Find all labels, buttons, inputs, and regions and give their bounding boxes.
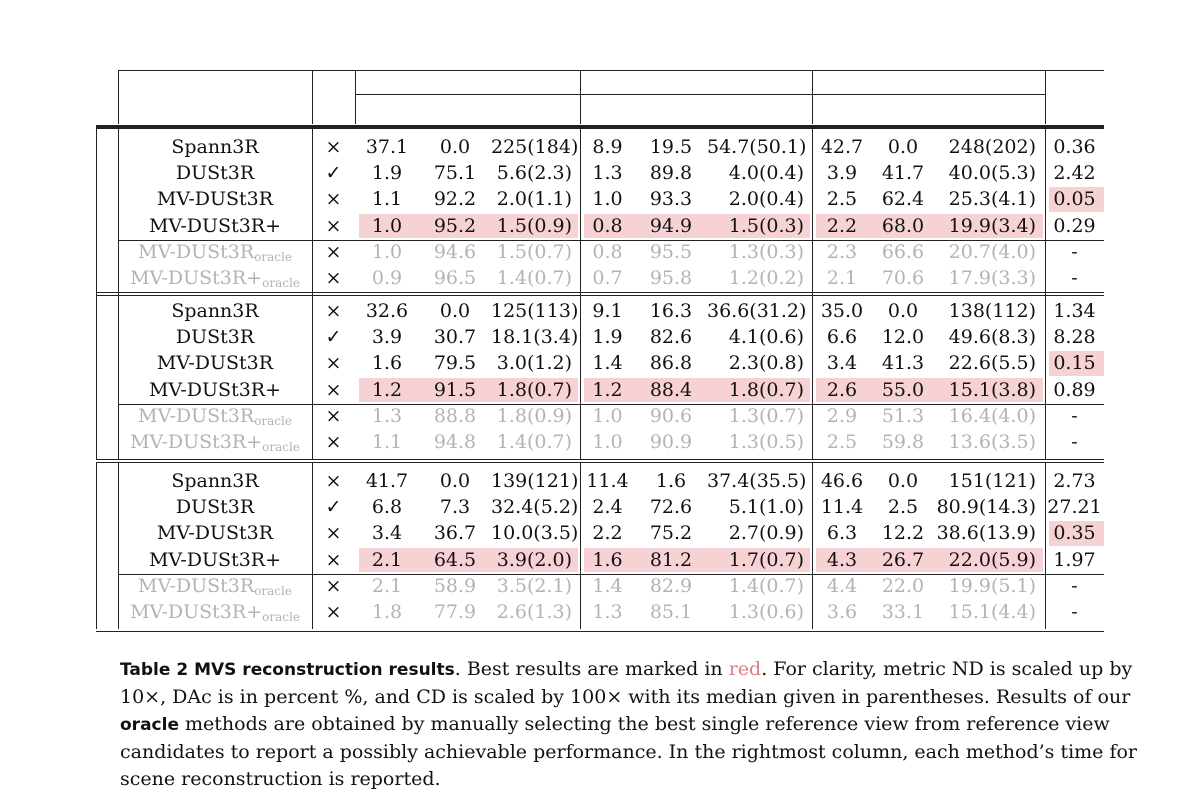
group-bottom-rule [96, 631, 1104, 632]
metric-value: 3.6 [826, 601, 858, 623]
group-vline-method [118, 462, 119, 629]
metric-value: 1.3(0.7) [728, 404, 804, 427]
method-name [118, 162, 312, 184]
group-vline-go [312, 292, 313, 459]
metric-value: 11.4 [820, 496, 864, 519]
metric-value: 36.6(31.2) [707, 300, 807, 322]
metric-value: 85.1 [649, 601, 693, 623]
time-value: 0.29 [1053, 214, 1096, 237]
group-vline-sn [580, 292, 581, 459]
caption-title: Table 2 MVS reconstruction results [120, 660, 455, 680]
metric-value: 75.2 [649, 522, 693, 545]
metric-value: 1.5(0.9) [496, 214, 572, 237]
metric-value: 248(202) [948, 136, 1036, 158]
metric-value: 2.1 [371, 574, 403, 597]
metric-value: 1.5(0.3) [728, 214, 804, 237]
method-name [118, 575, 312, 602]
method-name [118, 215, 312, 237]
metric-value: 95.5 [649, 240, 693, 263]
metric-value: 70.6 [881, 267, 925, 289]
oracle-separator [118, 574, 1104, 575]
method-name [118, 601, 312, 628]
go-mark: × [325, 404, 342, 427]
metric-value: 1.0 [592, 431, 623, 453]
metric-value: 0.0 [439, 136, 471, 158]
group-vline-mp [812, 128, 813, 295]
metric-value: 4.4 [826, 574, 858, 597]
metric-value: 1.1 [371, 188, 403, 211]
method-subscript: oracle [254, 583, 292, 598]
metric-value: 41.7 [365, 470, 409, 492]
metric-value: 91.5 [433, 378, 477, 401]
metric-value: 5.6(2.3) [496, 162, 572, 185]
metric-value: 1.7(0.7) [728, 548, 804, 571]
metric-value: 2.5 [887, 496, 919, 519]
header-vline-mp [812, 70, 813, 124]
metric-value: 89.8 [649, 162, 693, 185]
method-name-text: MV-DUSt3R [138, 240, 255, 263]
method-name [118, 379, 312, 401]
metric-value: 1.4 [592, 574, 623, 597]
metric-value: 5.1(1.0) [728, 496, 804, 519]
method-name [118, 241, 312, 268]
go-mark: × [325, 378, 342, 401]
group-vline-go [312, 128, 313, 295]
group-bottom-rule [96, 295, 1104, 296]
metric-value: 1.6 [655, 470, 687, 492]
group-vline-left [96, 128, 97, 295]
group-vline-time [1045, 462, 1046, 629]
go-mark: × [325, 267, 342, 289]
metric-value: 0.0 [887, 470, 919, 492]
metric-value: 0.8 [592, 240, 623, 263]
method-name-text: DUSt3R [175, 496, 255, 519]
caption-text-2: . For clarity, metric ND is scaled up by 10×, DAc is in percent %, and CD is scaled by 100× with its median given in parentheses. Results of our [120, 658, 1133, 708]
metric-value: 49.6(8.3) [948, 326, 1036, 349]
metric-value: 1.3 [592, 601, 623, 623]
metric-value: 42.7 [820, 136, 864, 158]
metric-value: 139(121) [491, 470, 579, 492]
metric-value: 32.6 [365, 300, 409, 322]
metric-value: 1.0 [592, 404, 623, 427]
group-vline-method [118, 292, 119, 459]
method-name [118, 326, 312, 348]
metric-value: 88.4 [649, 378, 693, 401]
time-value: - [1071, 601, 1078, 623]
method-name [118, 300, 312, 322]
method-name-text: DUSt3R [175, 326, 255, 349]
method-name-text: Spann3R [171, 470, 259, 492]
metric-value: 2.5 [826, 188, 858, 211]
time-value: 2.73 [1053, 470, 1096, 492]
method-subscript: oracle [262, 610, 300, 624]
time-value: 0.89 [1053, 378, 1096, 401]
method-name [118, 352, 312, 374]
group-top-rule-24 [96, 462, 1104, 463]
metric-value: 1.8(0.7) [496, 378, 572, 401]
metric-value: 2.1 [826, 267, 858, 289]
metric-value: 2.0(1.1) [496, 188, 572, 211]
oracle-separator [118, 404, 1104, 405]
method-name-text: DUSt3R [175, 162, 255, 185]
go-mark: × [325, 470, 342, 492]
metric-value: 6.3 [826, 522, 858, 545]
time-value: 0.36 [1053, 136, 1096, 158]
metric-value: 46.6 [820, 470, 864, 492]
metric-value: 22.0 [881, 574, 925, 597]
metric-value: 1.3 [592, 162, 623, 185]
metric-value: 66.6 [881, 240, 925, 263]
metric-value: 3.4 [826, 352, 858, 375]
metric-value: 94.8 [433, 431, 477, 453]
go-mark: × [325, 601, 342, 623]
metric-value: 151(121) [948, 470, 1036, 492]
time-value: - [1071, 574, 1078, 597]
go-mark: ✓ [325, 326, 342, 349]
metric-value: 41.3 [881, 352, 925, 375]
go-mark: × [325, 188, 342, 211]
metric-value: 1.4 [592, 352, 623, 375]
metric-value: 11.4 [586, 470, 629, 492]
caption-text-3: methods are obtained by manually selecting the best single reference view from reference view candidates to report a possibly achievable performance. In the rightmost column, each method’s time for scene reconstruction is reported. [120, 713, 1138, 790]
method-name-text: MV-DUSt3R [156, 352, 274, 375]
metric-value: 94.9 [649, 214, 693, 237]
metric-value: 37.4(35.5) [707, 470, 807, 492]
group-top-rule-12 [96, 292, 1104, 293]
metric-value: 1.3(0.3) [728, 240, 804, 263]
metric-value: 30.7 [433, 326, 477, 349]
method-name-text: MV-DUSt3R [156, 522, 274, 545]
metric-value: 1.5(0.7) [496, 240, 572, 263]
table-top-rule [118, 70, 1104, 71]
metric-value: 95.8 [649, 267, 693, 289]
metric-value: 12.0 [881, 326, 925, 349]
method-name-text: MV-DUSt3R [138, 574, 255, 597]
metric-value: 7.3 [439, 496, 471, 519]
metric-value: 35.0 [820, 300, 864, 322]
method-name-text: MV-DUSt3R+ [130, 431, 263, 453]
time-value: - [1071, 267, 1078, 289]
metric-value: 40.0(5.3) [948, 162, 1036, 185]
metric-value: 0.0 [439, 300, 471, 322]
method-name-text: MV-DUSt3R+ [148, 378, 282, 401]
metric-value: 1.8(0.7) [728, 378, 804, 401]
metric-value: 9.1 [592, 300, 623, 322]
metric-value: 3.9 [826, 162, 858, 185]
metric-value: 96.5 [433, 267, 477, 289]
metric-value: 2.5 [826, 431, 858, 453]
metric-value: 17.9(3.3) [948, 267, 1036, 289]
metric-value: 54.7(50.1) [707, 136, 807, 158]
metric-value: 4.3 [826, 548, 858, 571]
metric-value: 55.0 [881, 378, 925, 401]
go-mark: × [325, 548, 342, 571]
metric-value: 0.9 [371, 267, 403, 289]
method-subscript: oracle [254, 413, 292, 428]
time-value: 1.34 [1053, 300, 1096, 322]
go-mark: ✓ [325, 496, 342, 519]
metric-value: 10.0(3.5) [491, 522, 579, 545]
group-vline-mp [812, 292, 813, 459]
metric-value: 2.7(0.9) [728, 522, 804, 545]
metric-value: 0.0 [439, 470, 471, 492]
metric-value: 81.2 [649, 548, 693, 571]
method-name-text: Spann3R [171, 300, 259, 322]
metric-value: 19.5 [649, 136, 693, 158]
metric-value: 4.0(0.4) [728, 162, 804, 185]
metric-value: 1.1 [371, 431, 403, 453]
metric-value: 77.9 [433, 601, 477, 623]
metric-value: 1.0 [371, 240, 403, 263]
header-thick-rule [96, 125, 1104, 129]
metric-value: 3.4 [371, 522, 403, 545]
metric-value: 68.0 [881, 214, 925, 237]
method-name [118, 267, 312, 294]
method-name [118, 431, 312, 458]
time-value: 0.05 [1053, 188, 1096, 211]
metric-value: 1.2(0.2) [728, 267, 804, 289]
metric-value: 90.9 [649, 431, 693, 453]
group-bottom-rule [96, 459, 1104, 460]
metric-value: 79.5 [433, 352, 477, 375]
metric-value: 3.9(2.0) [496, 548, 572, 571]
method-subscript: oracle [262, 440, 300, 454]
metric-value: 33.1 [881, 601, 925, 623]
metric-value: 32.4(5.2) [491, 496, 579, 519]
metric-value: 72.6 [649, 496, 693, 519]
metric-value: 1.4(0.7) [496, 431, 572, 453]
metric-value: 90.6 [649, 404, 693, 427]
metric-value: 93.3 [649, 188, 693, 211]
method-name [118, 136, 312, 158]
header-vline-sn [580, 70, 581, 124]
metric-value: 1.0 [592, 188, 623, 211]
metric-value: 13.6(3.5) [948, 431, 1036, 453]
metric-value: 2.3 [826, 240, 858, 263]
metric-value: 38.6(13.9) [936, 522, 1036, 545]
metric-value: 2.4 [592, 496, 623, 519]
group-vline-method [118, 128, 119, 295]
method-name [118, 188, 312, 210]
method-name-text: Spann3R [171, 136, 259, 158]
go-mark: × [325, 300, 342, 322]
header-vline-method [118, 70, 119, 124]
metric-value: 12.2 [881, 522, 925, 545]
time-value: - [1071, 431, 1078, 453]
metric-value: 3.5(2.1) [496, 574, 572, 597]
metric-value: 2.0(0.4) [728, 188, 804, 211]
method-name [118, 470, 312, 492]
metric-value: 26.7 [881, 548, 925, 571]
metric-value: 59.8 [881, 431, 925, 453]
metric-value: 82.9 [649, 574, 693, 597]
metric-value: 64.5 [433, 548, 477, 571]
metric-value: 3.9 [371, 326, 403, 349]
metric-value: 1.9 [371, 162, 403, 185]
metric-value: 1.9 [592, 326, 623, 349]
caption-bold-word: oracle [120, 715, 179, 735]
go-mark: × [325, 574, 342, 597]
metric-value: 3.0(1.2) [496, 352, 572, 375]
metric-value: 0.7 [592, 267, 623, 289]
metric-value: 37.1 [365, 136, 409, 158]
method-name-text: MV-DUSt3R [156, 188, 274, 211]
group-vline-time [1045, 292, 1046, 459]
metric-value: 6.8 [371, 496, 403, 519]
metric-value: 1.8(0.9) [496, 404, 572, 427]
metric-value: 25.3(4.1) [948, 188, 1036, 211]
time-value: 2.42 [1053, 162, 1096, 185]
method-subscript: oracle [254, 249, 292, 264]
metric-value: 41.7 [881, 162, 925, 185]
metric-value: 19.9(5.1) [948, 574, 1036, 597]
metric-value: 225(184) [491, 136, 579, 158]
go-mark: × [325, 352, 342, 375]
method-name-text: MV-DUSt3R+ [148, 548, 282, 571]
time-value: - [1071, 240, 1078, 263]
group-vline-left [96, 462, 97, 629]
metric-value: 2.3(0.8) [728, 352, 804, 375]
header-vline-time [1045, 70, 1046, 124]
header-vline-hm [355, 70, 356, 124]
metric-value: 2.6 [826, 378, 858, 401]
metric-value: 18.1(3.4) [491, 326, 579, 349]
oracle-separator [118, 240, 1104, 241]
go-mark: × [325, 240, 342, 263]
metric-value: 94.6 [433, 240, 477, 263]
metric-value: 22.6(5.5) [948, 352, 1036, 375]
metric-value: 2.2 [592, 522, 623, 545]
metric-value: 0.8 [592, 214, 623, 237]
metric-value: 86.8 [649, 352, 693, 375]
metric-value: 2.1 [371, 548, 403, 571]
metric-value: 58.9 [433, 574, 477, 597]
time-value: 27.21 [1047, 496, 1102, 519]
metric-value: 15.1(4.4) [948, 601, 1036, 623]
go-mark: × [325, 214, 342, 237]
metric-value: 0.0 [887, 300, 919, 322]
time-value: - [1071, 404, 1078, 427]
metric-value: 1.4(0.7) [496, 267, 572, 289]
metric-value: 20.7(4.0) [948, 240, 1036, 263]
metric-value: 1.0 [371, 214, 403, 237]
time-value: 0.15 [1053, 352, 1096, 375]
go-mark: × [325, 431, 342, 453]
group-vline-mp [812, 462, 813, 629]
method-name-text: MV-DUSt3R+ [148, 214, 282, 237]
metric-value: 82.6 [649, 326, 693, 349]
go-mark: ✓ [325, 162, 342, 185]
metric-value: 80.9(14.3) [936, 496, 1036, 519]
group-vline-time [1045, 128, 1046, 295]
metric-value: 1.3(0.6) [728, 601, 804, 623]
metric-value: 1.6 [371, 352, 403, 375]
metric-value: 15.1(3.8) [948, 378, 1036, 401]
dataset-underline [355, 94, 1045, 95]
metric-value: 92.2 [433, 188, 477, 211]
group-vline-left [96, 292, 97, 459]
method-subscript: oracle [262, 276, 300, 290]
metric-value: 19.9(3.4) [948, 214, 1036, 237]
metric-value: 0.0 [887, 136, 919, 158]
metric-value: 16.4(4.0) [948, 404, 1036, 427]
metric-value: 2.9 [826, 404, 858, 427]
metric-value: 95.2 [433, 214, 477, 237]
metric-value: 1.2 [371, 378, 403, 401]
metric-value: 1.3(0.5) [728, 431, 804, 453]
metric-value: 88.8 [433, 404, 477, 427]
time-value: 1.97 [1053, 548, 1096, 571]
metric-value: 1.6 [592, 548, 623, 571]
caption-text-1: . Best results are marked in [454, 658, 729, 680]
metric-value: 2.6(1.3) [496, 601, 572, 623]
metric-value: 6.6 [826, 326, 858, 349]
method-name [118, 496, 312, 518]
go-mark: × [325, 522, 342, 545]
metric-value: 2.2 [826, 214, 858, 237]
metric-value: 4.1(0.6) [728, 326, 804, 349]
header-vline-go [312, 70, 313, 124]
caption-red-word: red [728, 658, 762, 680]
metric-value: 138(112) [948, 300, 1036, 322]
method-name-text: MV-DUSt3R [138, 404, 255, 427]
time-value: 8.28 [1053, 326, 1096, 349]
group-vline-sn [580, 462, 581, 629]
group-vline-sn [580, 128, 581, 295]
metric-value: 1.2 [592, 378, 623, 401]
metric-value: 75.1 [433, 162, 477, 185]
metric-value: 51.3 [881, 404, 925, 427]
metric-value: 62.4 [881, 188, 925, 211]
method-name [118, 405, 312, 432]
metric-value: 16.3 [649, 300, 693, 322]
metric-value: 8.9 [592, 136, 623, 158]
table-caption [120, 656, 1180, 793]
metric-value: 1.3 [371, 404, 403, 427]
method-name-text: MV-DUSt3R+ [130, 267, 263, 289]
method-name [118, 549, 312, 571]
metric-value: 1.8 [371, 601, 403, 623]
metric-value: 125(113) [491, 300, 579, 322]
time-value: 0.35 [1053, 522, 1096, 545]
go-mark: × [325, 136, 342, 158]
metric-value: 1.4(0.7) [728, 574, 804, 597]
metric-value: 22.0(5.9) [948, 548, 1036, 571]
metric-value: 36.7 [433, 522, 477, 545]
group-vline-go [312, 462, 313, 629]
method-name [118, 522, 312, 544]
method-name-text: MV-DUSt3R+ [130, 601, 263, 623]
